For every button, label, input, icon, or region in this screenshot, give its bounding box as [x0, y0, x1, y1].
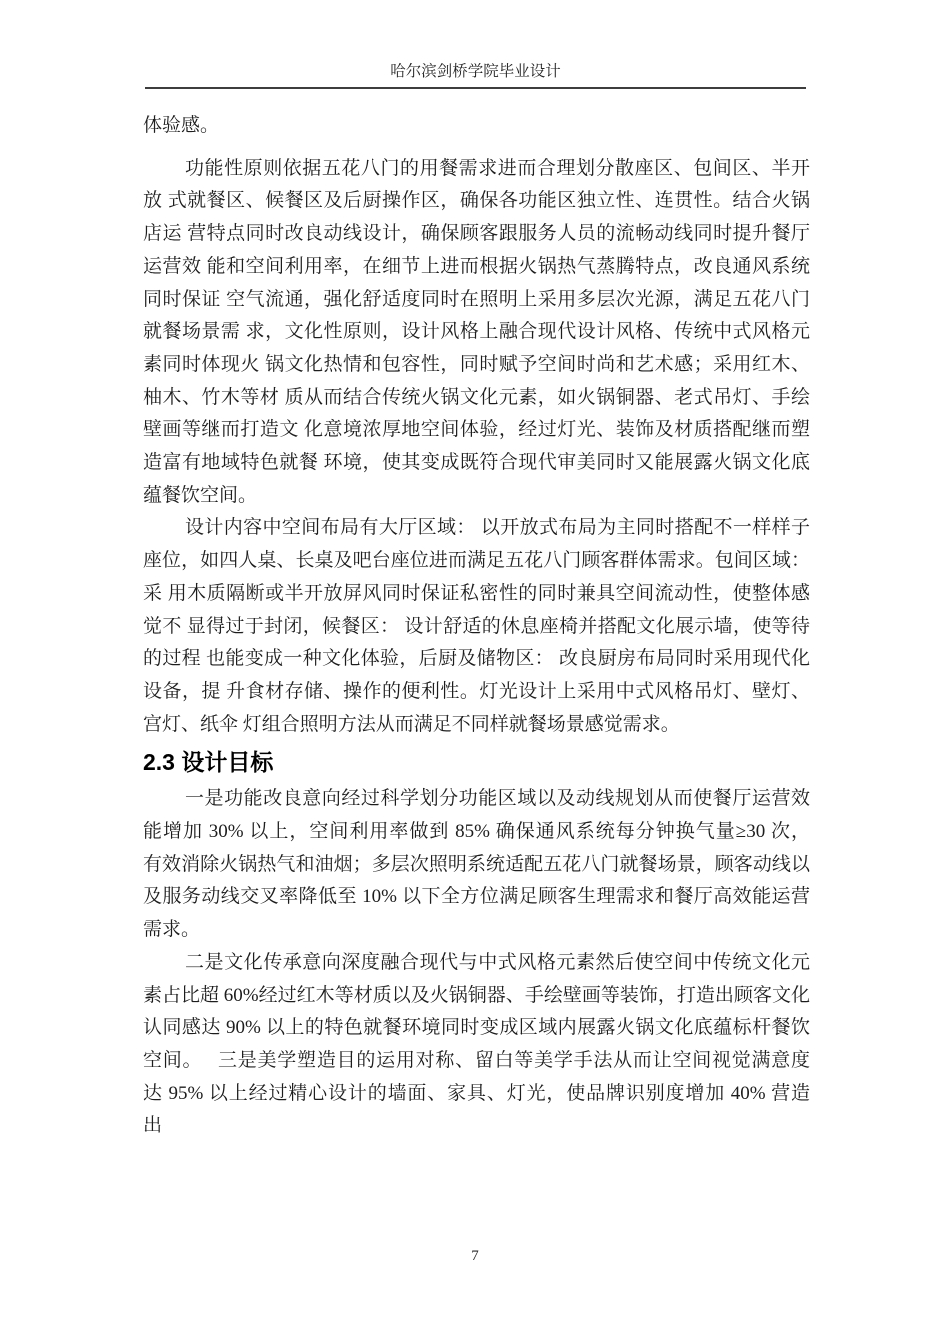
body-text-line: 柚木、竹木等材 质从而结合传统火锅文化元素，如火锅铜器、老式吊灯、手绘: [143, 386, 810, 408]
body-text-line: 采 用木质隔断或半开放屏风同时保证私密性的同时兼具空间流动性，使整体感: [143, 582, 810, 604]
body-text-line: 同时保证 空气流通，强化舒适度同时在照明上采用多层次光源，满足五花八门: [143, 288, 810, 310]
body-text-line: 体验感。: [143, 115, 220, 136]
body-text-line: 座位，如四人桌、长桌及吧台座位进而满足五花八门顾客群体需求。包间区域：: [143, 550, 810, 572]
body-text-line: 素占比超 60%经过红木等材质以及火锅铜器、手绘壁画等装饰，打造出顾客文化: [143, 984, 810, 1006]
body-text-line: 功能性原则依据五花八门的用餐需求进而合理划分散座区、包间区、半开: [185, 157, 810, 179]
body-text-line: 运营效 能和空间利用率，在细节上进而根据火锅热气蒸腾特点，改良通风系统: [143, 255, 810, 277]
body-text-line: 素同时体现火 锅文化热情和包容性，同时赋予空间时尚和艺术感；采用红木、: [143, 353, 810, 375]
body-text-line: 及服务动线交叉率降低至 10% 以下全方位满足顾客生理需求和餐厅高效能运营: [143, 886, 810, 908]
section-heading-2-3: 2.3 设计目标: [143, 749, 274, 776]
paragraph-goal-one: [143, 783, 810, 947]
body-text-line: 需求。: [143, 919, 201, 941]
body-text-line: 能增加 30% 以上，空间利用率做到 85% 确保通风系统每分钟换气量≥30 次，: [143, 821, 810, 843]
body-text-line: 二是文化传承意向深度融合现代与中式风格元素然后使空间中传统文化元: [185, 951, 810, 973]
paragraph-space-layout: [143, 512, 810, 741]
body-text-line: 的过程 也能变成一种文化体验，后厨及储物区： 改良厨房布局同时采用现代化: [143, 648, 810, 670]
body-text-line: 蕴餐饮空间。: [143, 484, 258, 506]
body-text-line: 一是功能改良意向经过科学划分功能区域以及动线规划从而使餐厅运营效: [185, 788, 810, 810]
paragraph-goal-two-three: [143, 947, 810, 1143]
body-text-line: 设计内容中空间布局有大厅区域： 以开放式布局为主同时搭配不一样样子: [185, 517, 810, 539]
page-header: [145, 0, 806, 89]
body-text-line: 设备，提 升食材存储、操作的便利性。灯光设计上采用中式风格吊灯、壁灯、: [143, 680, 810, 702]
page-number: 7: [471, 1248, 479, 1264]
body-text-line: 就餐场景需 求，文化性原则，设计风格上融合现代设计风格、传统中式风格元: [143, 321, 810, 343]
body-text-line: 宫灯、纸伞 灯组合照明方法从而满足不同样就餐场景感觉需求。: [143, 713, 680, 735]
body-text-line: 造富有地域特色就餐 环境，使其变成既符合现代审美同时又能展露火锅文化底: [143, 452, 810, 474]
body-text-line: 出: [143, 1115, 163, 1137]
body-text-line: 壁画等继而打造文 化意境浓厚地空间体验，经过灯光、装饰及材质搭配继而塑: [143, 419, 810, 441]
body-text-line: 达 95% 以上经过精心设计的墙面、家具、灯光，使品牌识别度增加 40% 营造: [143, 1082, 810, 1104]
header-title: 哈尔滨剑桥学院毕业设计: [390, 63, 561, 80]
paragraph-functional-principle: [143, 153, 810, 513]
document-body: [143, 89, 810, 1143]
body-text-line: 有效消除火锅热气和油烟；多层次照明系统适配五花八门就餐场景，顾客动线以: [143, 853, 810, 875]
body-text-line: 空间。 三是美学塑造目的运用对称、留白等美学手法从而让空间视觉满意度: [143, 1049, 810, 1071]
body-text-line: 放 式就餐区、候餐区及后厨操作区，确保各功能区独立性、连贯性。结合火锅: [143, 190, 810, 212]
body-text-line: 认同感达 90% 以上的特色就餐环境同时变成区域内展露火锅文化底蕴标杆餐饮: [143, 1017, 810, 1039]
body-text-line: 觉不 显得过于封闭，候餐区： 设计舒适的休息座椅并搭配文化展示墙，使等待: [143, 615, 810, 637]
body-text-line: 店运 营特点同时改良动线设计，确保顾客跟服务人员的流畅动线同时提升餐厅: [143, 223, 810, 245]
